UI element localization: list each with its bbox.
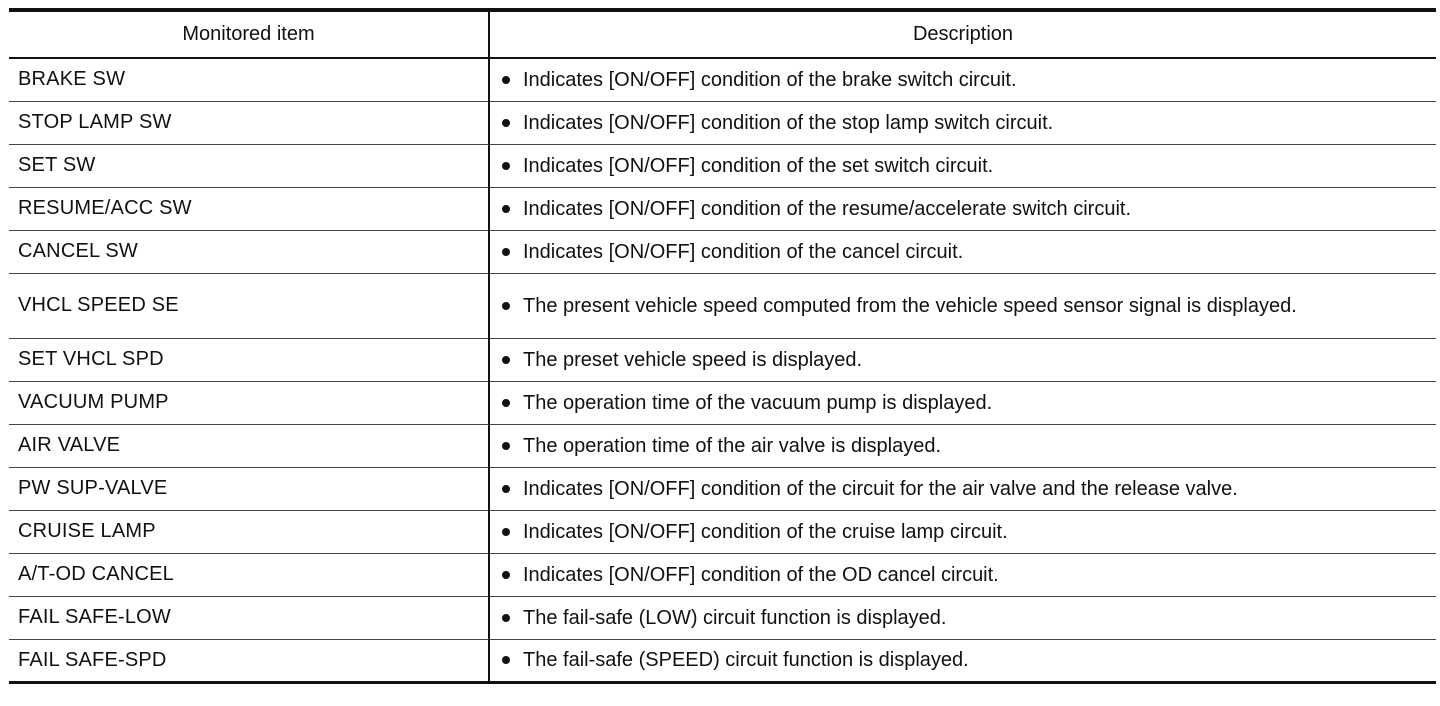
bullet-icon: [502, 248, 510, 256]
description-text: Indicates [ON/OFF] condition of the stop lamp switch circuit.: [523, 111, 1054, 134]
monitored-item-cell: RESUME/ACC SW: [9, 187, 489, 230]
description-cell: [489, 596, 1436, 639]
description-cell: [489, 187, 1436, 230]
table-row: [9, 187, 1436, 230]
description-text: The operation time of the vacuum pump is displayed.: [523, 391, 993, 414]
description-text: Indicates [ON/OFF] condition of the OD cancel circuit.: [523, 563, 999, 586]
table-row: [9, 424, 1436, 467]
description-cell: [489, 144, 1436, 187]
monitor-table: [9, 8, 1436, 684]
table-row: [9, 101, 1436, 144]
monitored-item-cell: FAIL SAFE-SPD: [9, 639, 489, 682]
table-row: [9, 596, 1436, 639]
monitored-item-cell: FAIL SAFE-LOW: [9, 596, 489, 639]
monitored-item-cell: SET VHCL SPD: [9, 338, 489, 381]
bullet-icon: [502, 485, 510, 493]
table-row: [9, 273, 1436, 338]
bullet-icon: [502, 442, 510, 450]
description-text: Indicates [ON/OFF] condition of the brake switch circuit.: [523, 68, 1017, 91]
monitored-item-cell: VHCL SPEED SE: [9, 273, 489, 338]
monitored-item-cell: SET SW: [9, 144, 489, 187]
table-row: [9, 553, 1436, 596]
table-row: [9, 230, 1436, 273]
monitored-item-cell: VACUUM PUMP: [9, 381, 489, 424]
monitored-item-cell: BRAKE SW: [9, 58, 489, 101]
description-text: The fail-safe (SPEED) circuit function is displayed.: [523, 649, 969, 671]
bullet-icon: [502, 162, 510, 170]
table-row: [9, 381, 1436, 424]
table-row: [9, 58, 1436, 101]
description-text: The preset vehicle speed is displayed.: [523, 348, 863, 371]
monitored-item-cell: A/T-OD CANCEL: [9, 553, 489, 596]
description-cell: [489, 510, 1436, 553]
monitored-item-cell: STOP LAMP SW: [9, 101, 489, 144]
description-cell: [489, 381, 1436, 424]
header-monitored-item: Monitored item: [9, 10, 489, 58]
description-cell: [489, 101, 1436, 144]
table-header-row: [9, 10, 1436, 58]
bullet-icon: [502, 571, 510, 579]
table-row: [9, 639, 1436, 682]
bullet-icon: [502, 656, 510, 664]
description-text: Indicates [ON/OFF] condition of the circuit for the air valve and the release valve.: [523, 477, 1238, 500]
description-text: Indicates [ON/OFF] condition of the cruise lamp circuit.: [523, 520, 1008, 543]
monitored-item-cell: CRUISE LAMP: [9, 510, 489, 553]
description-text: Indicates [ON/OFF] condition of the resume/accelerate switch circuit.: [523, 197, 1132, 220]
description-text: Indicates [ON/OFF] condition of the cancel circuit.: [523, 240, 964, 263]
description-text: The operation time of the air valve is displayed.: [523, 434, 941, 457]
description-cell: [489, 58, 1436, 101]
table-row: [9, 338, 1436, 381]
table-row: [9, 467, 1436, 510]
bullet-icon: [502, 76, 510, 84]
description-text: Indicates [ON/OFF] condition of the set switch circuit.: [523, 154, 994, 177]
monitor-table-container: [9, 8, 1436, 684]
monitored-item-cell: CANCEL SW: [9, 230, 489, 273]
monitored-item-cell: PW SUP-VALVE: [9, 467, 489, 510]
table-row: [9, 144, 1436, 187]
description-cell: [489, 467, 1436, 510]
bullet-icon: [502, 205, 510, 213]
description-text: The fail-safe (LOW) circuit function is displayed.: [523, 606, 947, 629]
monitored-item-cell: AIR VALVE: [9, 424, 489, 467]
description-cell: [489, 553, 1436, 596]
description-cell: [489, 639, 1436, 682]
description-cell: [489, 230, 1436, 273]
table-row: [9, 510, 1436, 553]
bullet-icon: [502, 356, 510, 364]
bullet-icon: [502, 528, 510, 536]
description-cell: [489, 338, 1436, 381]
header-description: Description: [489, 10, 1436, 58]
description-cell: [489, 273, 1436, 338]
description-cell: [489, 424, 1436, 467]
bullet-icon: [502, 399, 510, 407]
description-text: The present vehicle speed computed from the vehicle speed sensor signal is displayed.: [523, 294, 1297, 317]
bullet-icon: [502, 302, 510, 310]
bullet-icon: [502, 614, 510, 622]
bullet-icon: [502, 119, 510, 127]
